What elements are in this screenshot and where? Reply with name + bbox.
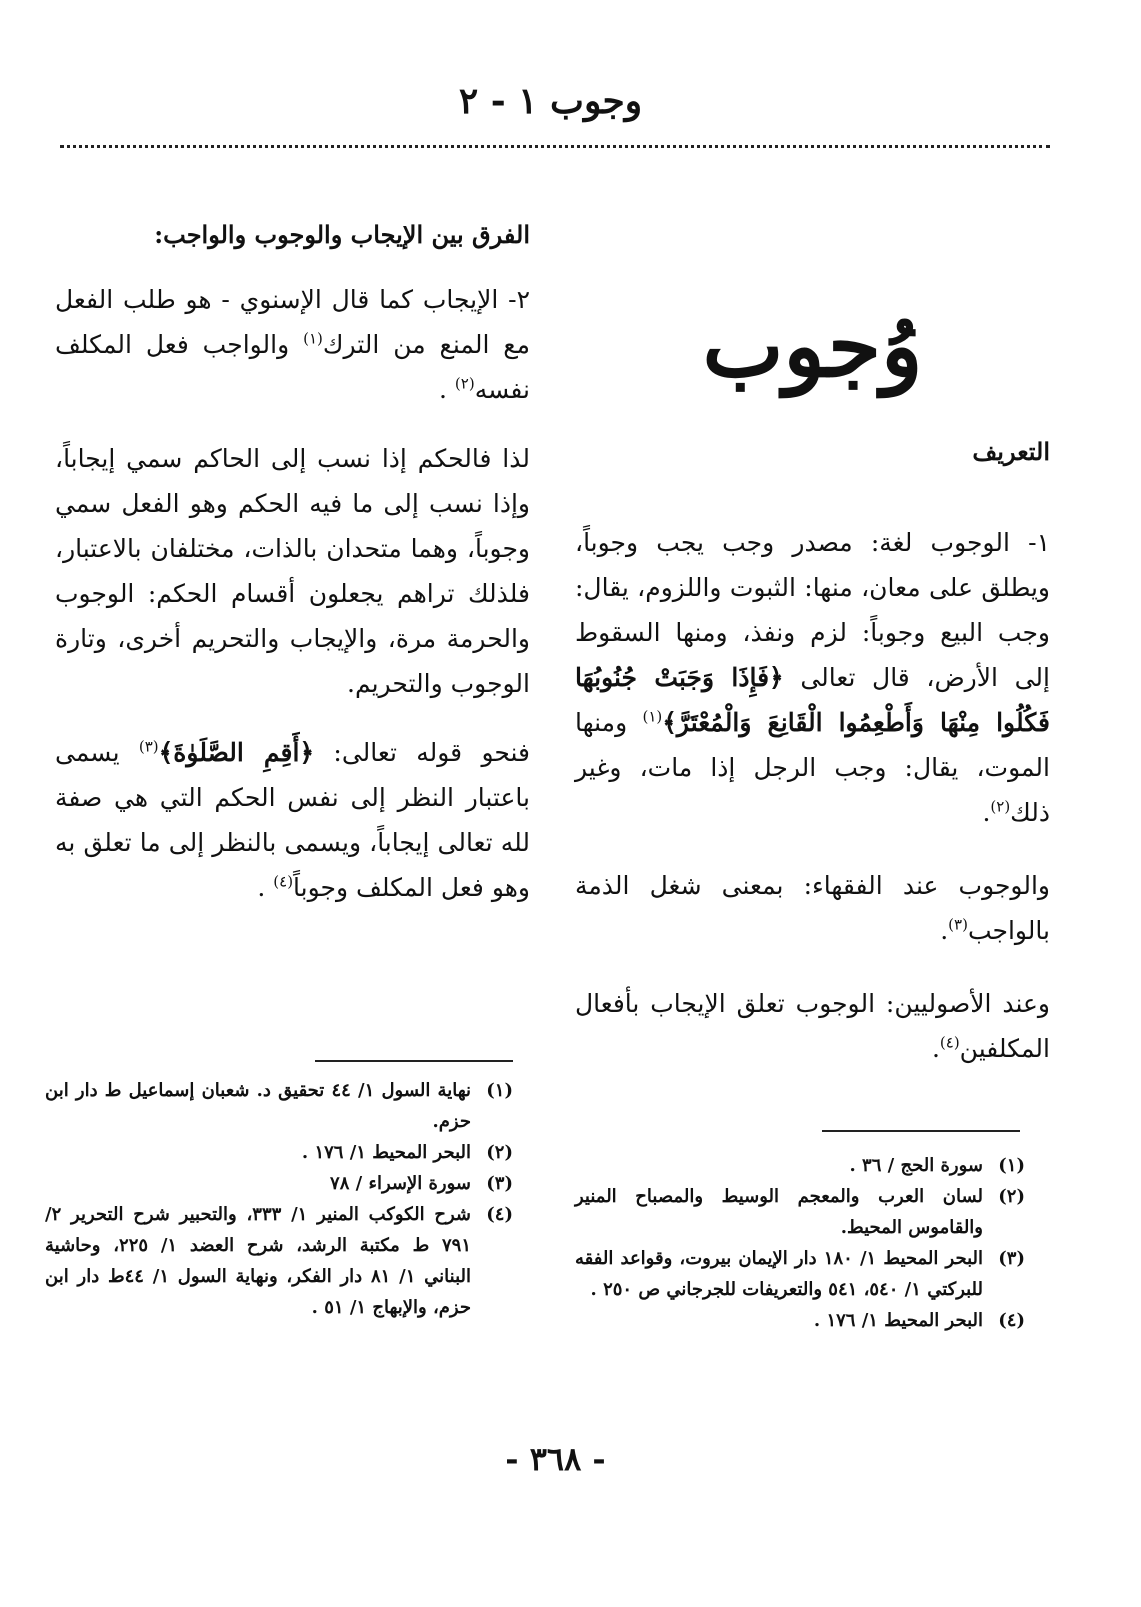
footnote-ref: (٣) (948, 915, 968, 934)
definition-heading: التعريف (972, 437, 1050, 466)
running-header (0, 80, 1141, 122)
footnote-ref: (٢) (990, 797, 1011, 816)
footnote: (١) سورة الحج / ٣٦ . (849, 1155, 1025, 1176)
footnote: (٤) البحر المحيط ١/ ١٧٦ . (813, 1310, 1025, 1331)
right-column (575, 432, 1050, 1071)
footnote-ref: (١) (303, 329, 323, 348)
footnote-rule-right (822, 1130, 1020, 1132)
footnotes-right (575, 1150, 1025, 1336)
entry-title: وُجوب (702, 296, 923, 397)
left-column (55, 215, 530, 910)
footnote: (٢) البحر المحيط ١/ ١٧٦ . (301, 1142, 513, 1163)
example-paragraph: فنحو قوله تعالى: ﴿أَقِمِ الصَّلَوٰةَ﴾$^{(٣)}$ يسمى باعتبار النظر إلى نفس الحكم التي هي صفة لله تعالى إيجاباً، ويسمى بالنظر إلى ما تعلق به وهو فعل المكلف وجوباً$^{(٤)}$ . (55, 737, 530, 902)
footnote-ref: (١) (642, 707, 663, 726)
footnote-ref: (٤) (939, 1033, 960, 1052)
footnote-ref: (٤) (273, 872, 294, 891)
footnotes-left (45, 1075, 513, 1323)
usuli-definition: وعند الأصوليين: الوجوب تعلق الإيجاب بأفعال المكلفين$^{(٤)}$. (575, 989, 1050, 1063)
footnote: (٣) البحر المحيط ١/ ١٨٠ دار الإيمان بيروت، وقواعد الفقه للبركتي ١/ ٥٤٠، ٥٤١ والتعريفات للجرجاني ص ٢٥٠ . (575, 1248, 1025, 1300)
quran-verse: ﴿فَإِذَا وَجَبَتْ جُنُوبُهَا فَكُلُوا مِنْهَا وَأَطْعِمُوا الْقَانِعَ وَالْمُعْتَرَّ﴾ (575, 663, 1050, 737)
ijab-paragraph: ٢- الإيجاب كما قال الإسنوي - هو طلب الفعل مع المنع من الترك$^{(١)}$ والواجب فعل المكلف نفسه$^{(٢)}$ . (55, 285, 530, 404)
page-number: - ٣٦٨ - (505, 1440, 606, 1478)
hukm-paragraph: لذا فالحكم إذا نسب إلى الحاكم سمي إيجاباً، وإذا نسب إلى ما فيه الحكم وهو الفعل سمي وجوباً، وهما متحدان بالذات، مختلفان بالاعتبار، فلذلك تراهم يجعلون أقسام الحكم: الوجوب والحرمة مرة، والإيجاب والتحريم أخرى، وتارة الوجوب والتحريم. (55, 444, 530, 698)
definition-paragraph: ١- الوجوب لغة: مصدر وجب يجب وجوباً، ويطلق على معان، منها: الثبوت واللزوم، يقال: وجب البيع وجوباً: لزم ونفذ، ومنها السقوط إلى الأرض، قال تعالى ﴿فَإِذَا وَجَبَتْ جُنُوبُهَا فَكُلُوا مِنْهَا وَأَطْعِمُوا الْقَانِعَ وَالْمُعْتَرَّ﴾$^{(١)}$ ومنها الموت، يقال: وجب الرجل إذا مات، وغير ذلك$^{(٢)}$. (575, 528, 1050, 827)
header-dotted-rule (60, 145, 1050, 148)
quran-verse: ﴿أَقِمِ الصَّلَوٰةَ﴾ (158, 738, 315, 767)
footnote: (٤) شرح الكوكب المنير ١/ ٣٣٣، والتحبير شرح التحرير ٢/ ٧٩١ ط مكتبة الرشد، شرح العضد ١/ ٢٢٥، وحاشية البناني ١/ ٨١ دار الفكر، ونهاية السول ١/ ٤٤ط دار ابن حزم، والإبهاج ١/ ٥١ . (45, 1204, 513, 1318)
footnote: (٢) لسان العرب والمعجم الوسيط والمصباح المنير والقاموس المحيط. (575, 1186, 1025, 1238)
section-heading: الفرق بين الإيجاب والوجوب والواجب: (154, 220, 530, 249)
footnote-rule-left (315, 1060, 513, 1062)
header-title: وجوب ١ - ٢ (458, 80, 643, 122)
footnote-ref: (٢) (454, 374, 475, 393)
jurists-definition: والوجوب عند الفقهاء: بمعنى شغل الذمة بالواجب$^{(٣)}$. (575, 871, 1050, 945)
footnote: (٣) سورة الإسراء / ٧٨ (330, 1173, 513, 1194)
footnote: (١) نهاية السول ١/ ٤٤ تحقيق د. شعبان إسماعيل ط دار ابن حزم. (45, 1080, 513, 1132)
footnote-ref: (٣) (138, 737, 159, 756)
